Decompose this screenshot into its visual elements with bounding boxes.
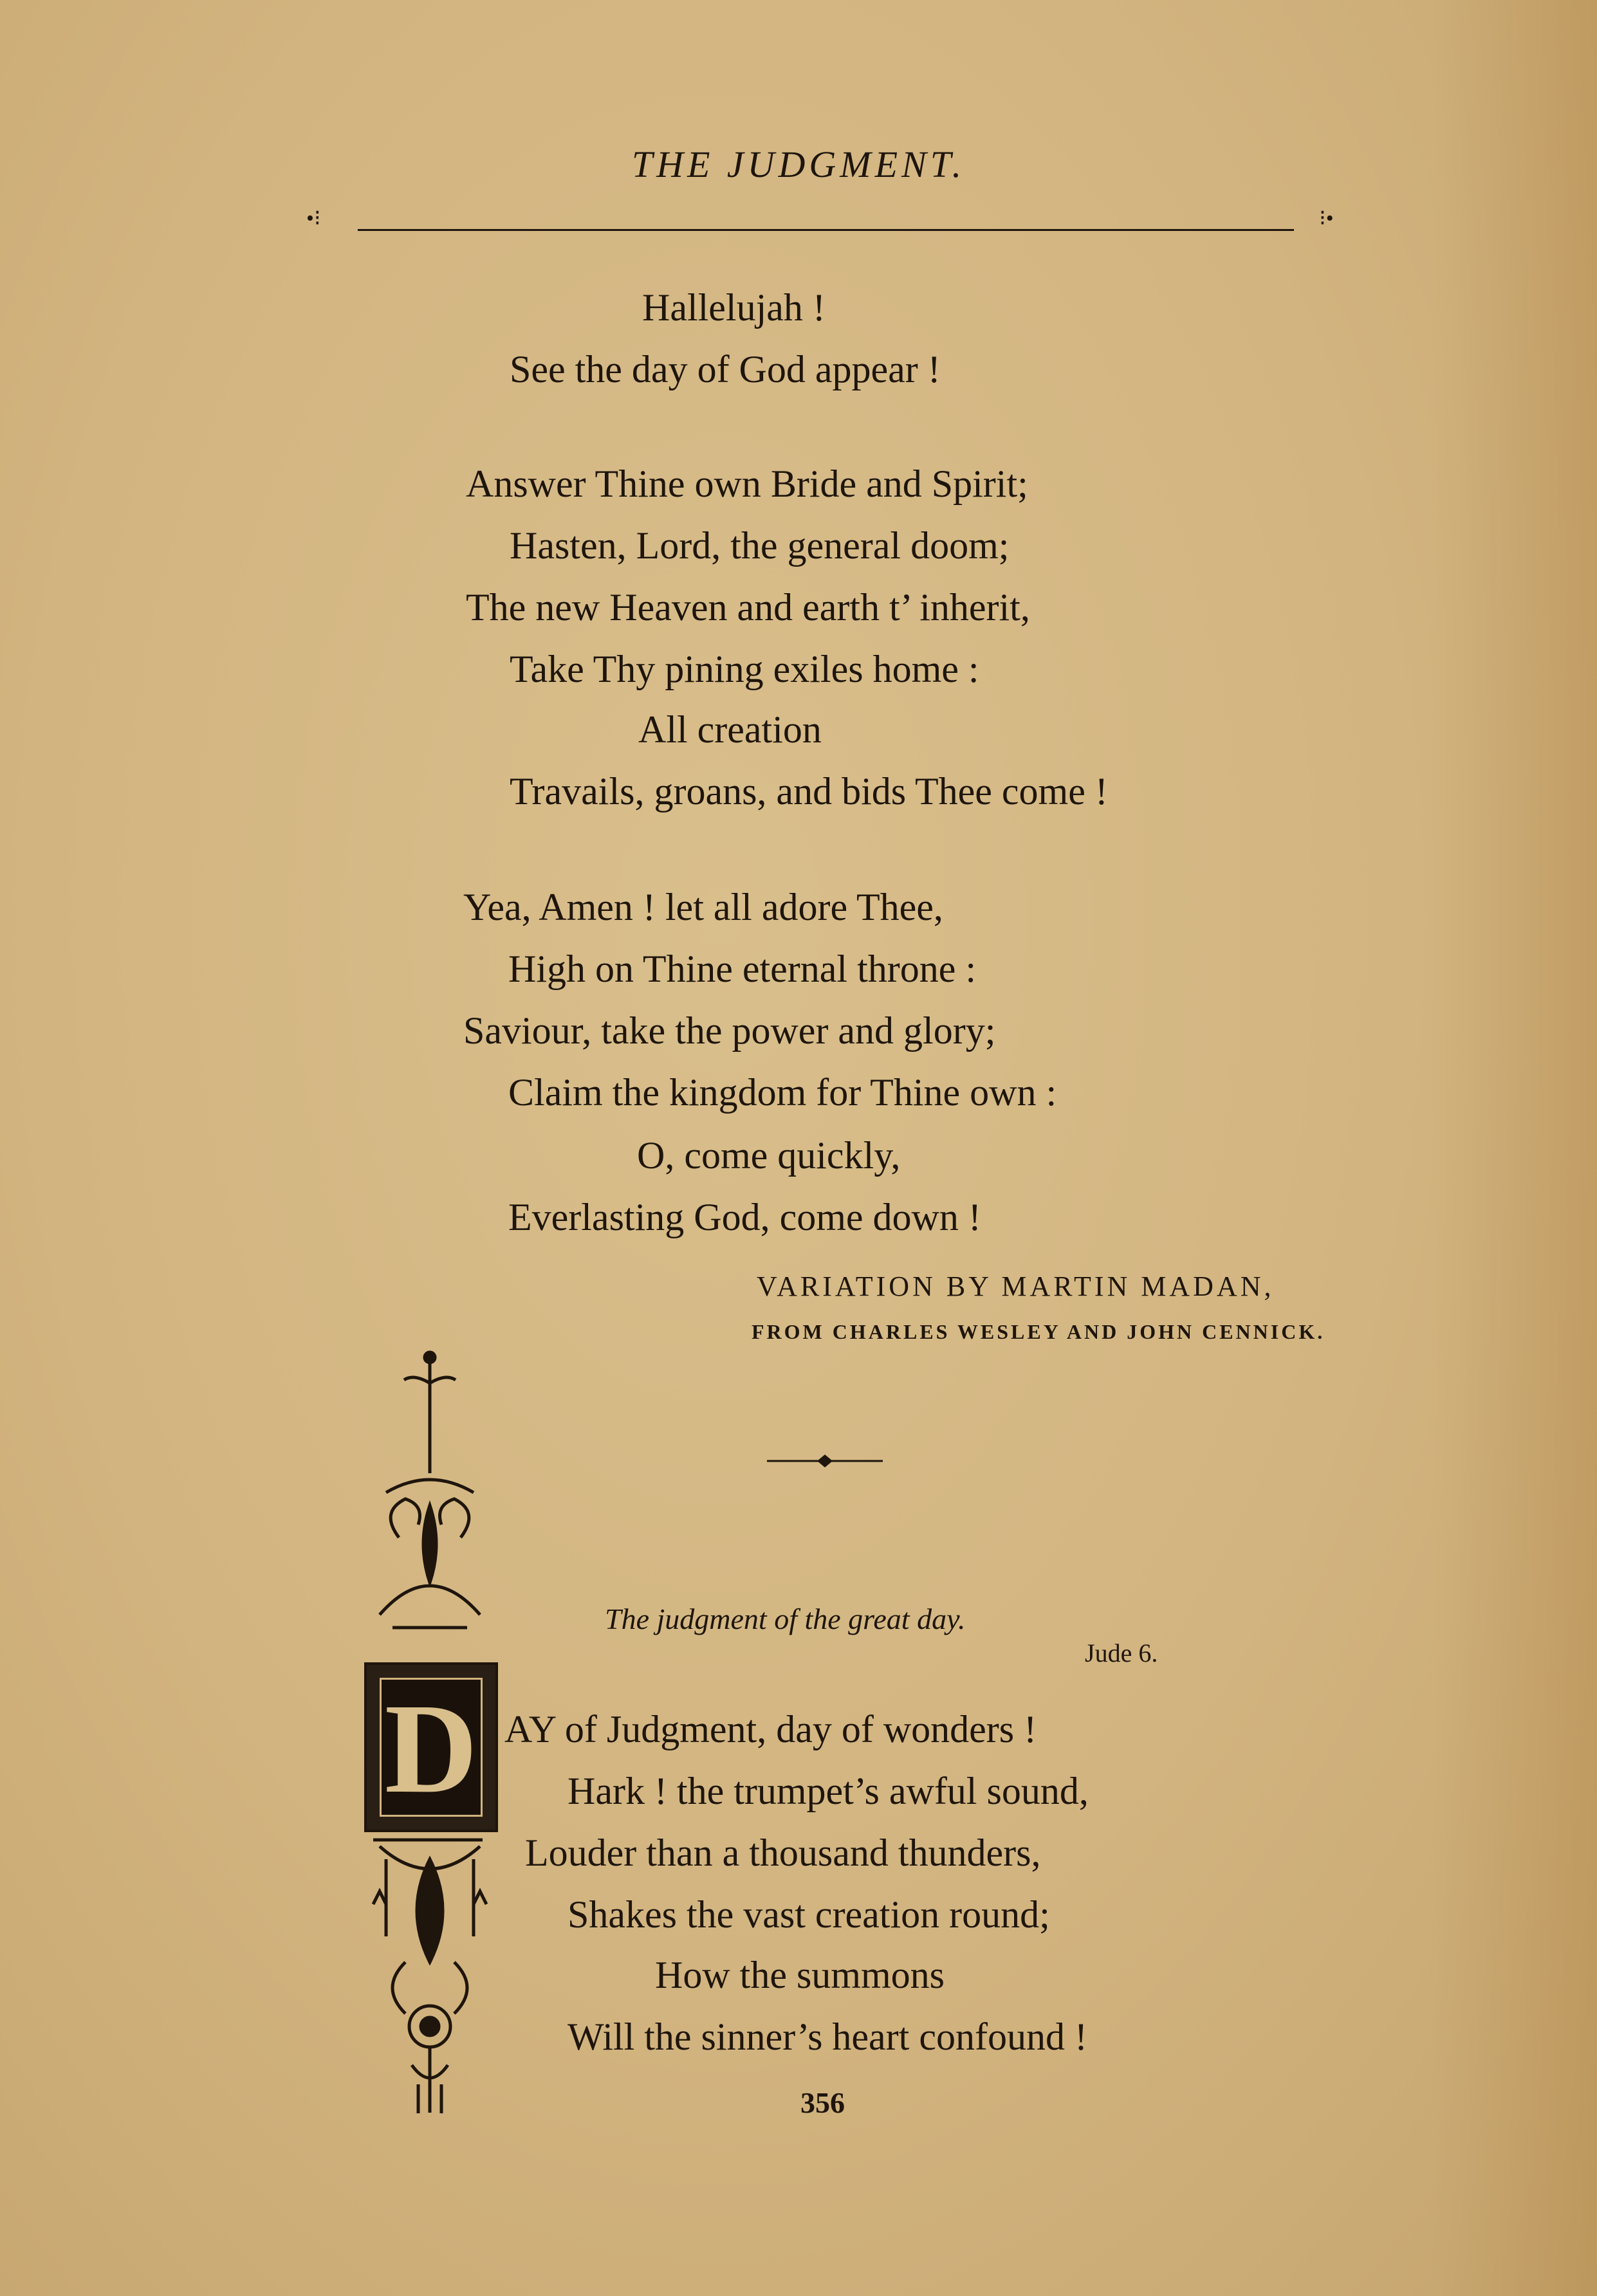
verse-line: Everlasting God, come down ! <box>508 1196 981 1238</box>
section-divider-ornament <box>767 1451 883 1471</box>
verse-line: O, come quickly, <box>637 1134 901 1177</box>
attribution-line-2: FROM CHARLES WESLEY AND JOHN CENNICK. <box>752 1320 1325 1343</box>
page-number: 356 <box>800 2086 845 2119</box>
drop-cap-letter: D <box>384 1678 478 1820</box>
verse-line: AY of Judgment, day of wonders ! <box>504 1708 1037 1750</box>
left-ornament-dots: •⁝ <box>306 207 321 230</box>
verse-line: Take Thy pining exiles home : <box>510 648 979 690</box>
verse-line: Will the sinner’s heart confound ! <box>568 2016 1087 2058</box>
epigraph: The judgment of the great day. <box>605 1603 966 1635</box>
verse-line: Louder than a thousand thunders, <box>525 1832 1041 1874</box>
verse-line: Travails, groans, and bids Thee come ! <box>510 770 1108 813</box>
verse-line: Answer Thine own Bride and Spirit; <box>466 463 1028 505</box>
verse-line: High on Thine eternal throne : <box>508 948 977 990</box>
verse-line: Shakes the vast creation round; <box>568 1893 1050 1936</box>
scripture-reference: Jude 6. <box>1085 1639 1158 1667</box>
right-ornament-dots: ⁝• <box>1319 207 1334 230</box>
verse-line: The new Heaven and earth t’ inherit, <box>466 586 1030 629</box>
verse-line: Hark ! the trumpet’s awful sound, <box>568 1770 1089 1812</box>
verse-line: Yea, Amen ! let all adore Thee, <box>463 886 943 928</box>
header-rule <box>358 229 1294 231</box>
attribution-line-1: VARIATION BY MARTIN MADAN, <box>757 1271 1275 1302</box>
running-head: THE JUDGMENT. <box>631 143 966 185</box>
verse-line: Claim the kingdom for Thine own : <box>508 1071 1057 1114</box>
verse-line: All creation <box>638 708 822 751</box>
verse-line: Hallelujah ! <box>642 286 826 329</box>
verse-line: Saviour, take the power and glory; <box>463 1009 996 1052</box>
verse-line: Hasten, Lord, the general doom; <box>510 524 1010 567</box>
page-edge-shadow <box>1430 0 1597 2296</box>
drop-cap <box>364 1662 498 1832</box>
verse-line: How the summons <box>655 1954 945 1996</box>
verse-line: See the day of God appear ! <box>510 348 941 390</box>
drop-cap-frame <box>380 1678 483 1820</box>
